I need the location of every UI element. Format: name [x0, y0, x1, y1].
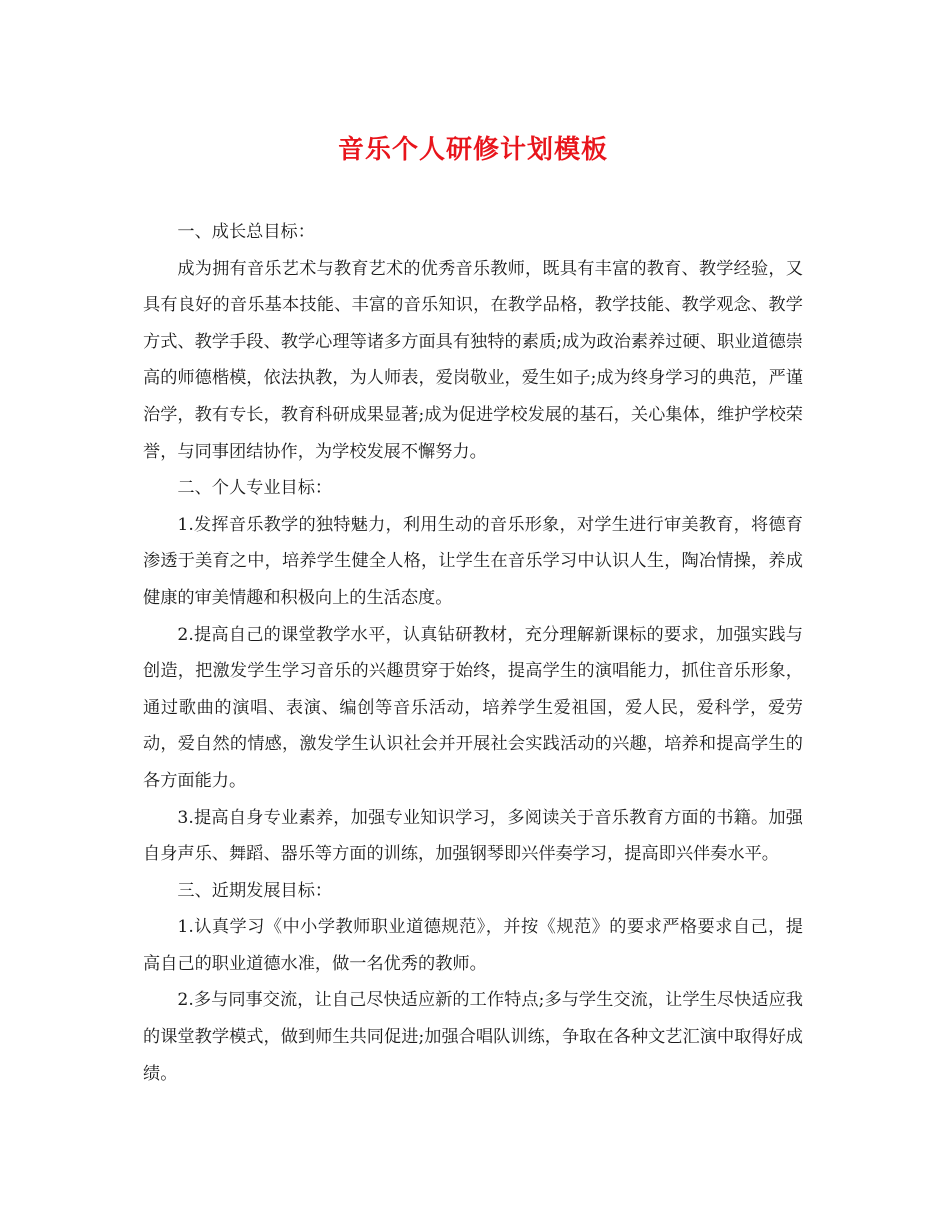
paragraph-near-term-goal-1: 1.认真学习《中小学教师职业道德规范》，并按《规范》的要求严格要求自己，提高自己的职业道德水准，做一名优秀的教师。	[143, 917, 803, 974]
paragraph-professional-goal-3: 3.提高自身专业素养，加强专业知识学习，多阅读关于音乐教育方面的书籍。加强自身声乐、舞蹈、器乐等方面的训练，加强钢琴即兴伴奏学习，提高即兴伴奏水平。	[143, 807, 803, 865]
document-title: 音乐个人研修计划模板	[337, 135, 608, 165]
section-heading-overall-goal: 一、成长总目标：	[177, 222, 315, 242]
paragraph-overall-goal: 成为拥有音乐艺术与教育艺术的优秀音乐教师，既具有丰富的教育、教学经验，又具有良好的音乐基本技能、丰富的音乐知识，在教学品格，教学技能、教学观念、教学方式、教学手段、教学心理等诸多方面具有独特的素质;成为政治素养过硬、职业道德崇高的师德楷模，依法执教，为人师表，爱岗敬业，爱生如子;成为终身学习的典范，严谨治学，教有专长，教育科研成果显著;成为促进学校发展的基石，关心集体，维护学校荣誉，与同事团结协作，为学校发展不懈努力。	[143, 258, 803, 462]
section-heading-professional-goal: 二、个人专业目标：	[177, 478, 333, 499]
paragraph-near-term-goal-2: 2.多与同事交流，让自己尽快适应新的工作特点;多与学生交流，让学生尽快适应我的课堂教学模式，做到师生共同促进;加强合唱队训练，争取在各种文艺汇演中取得好成绩。	[143, 990, 803, 1084]
section-heading-near-term-goal: 三、近期发展目标：	[177, 880, 333, 901]
paragraph-professional-goal-1: 1.发挥音乐教学的独特魅力，利用生动的音乐形象，对学生进行审美教育，将德育渗透于美育之中，培养学生健全人格，让学生在音乐学习中认识人生，陶冶情操，养成健康的审美情趣和积极向上的生活态度。	[143, 514, 803, 608]
paragraph-professional-goal-2: 2.提高自己的课堂教学水平，认真钻研教材，充分理解新课标的要求，加强实践与创造，把激发学生学习音乐的兴趣贯穿于始终，提高学生的演唱能力，抓住音乐形象，通过歌曲的演唱、表演、编创等音乐活动，培养学生爱祖国，爱人民，爱科学，爱劳动，爱自然的情感，激发学生认识社会并开展社会实践活动的兴趣，培养和提高学生的各方面能力。	[143, 624, 803, 791]
